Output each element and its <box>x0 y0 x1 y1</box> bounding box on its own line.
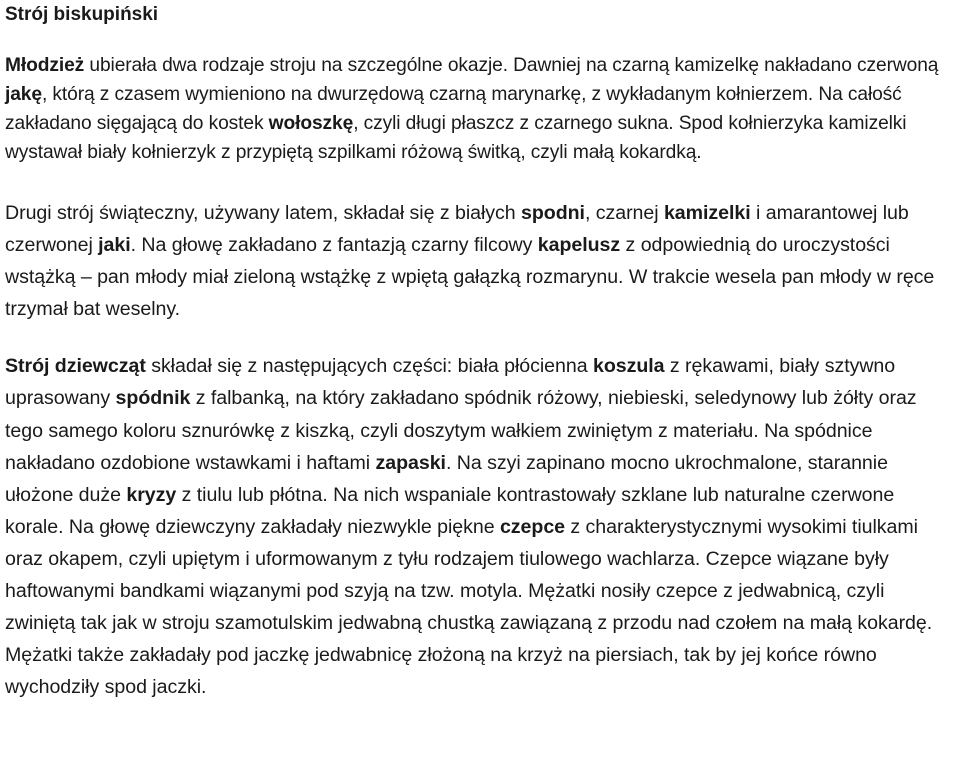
text-run: składał się z następujących części: biała płócienna <box>145 355 593 378</box>
text-run: z charakterystycznymi wysokimi tiulkami oraz okapem, czyli upiętym i uformowanym z tyłu rodzajem tiulowego wachlarza. Czepce wiązane były haftowanymi bandkami wiązanymi pod szyją na tzw. motyla. Mężatki nosiły czepce z jedwabnicą, czyli zwiniętą tak jak w stroju szamotulskim jedwabną chustką zawiązaną z przodu nad czołem na małą kokardę. Mężatki także zakładały pod jaczkę jedwabnicę złożoną na krzyż na piersiach, tak by jej końce równo wychodziły spod jaczki. <box>5 515 933 699</box>
text-run: z falbanką, na który zakładano spódnik różowy, niebieski, seledynowy lub żółty oraz tego samego koloru sznurówkę z kiszką, czyli doszytym wałkiem zwiniętym z materiału. Na spódnice nakładano ozdobione wstawkami i haftami <box>5 387 917 474</box>
text-run: z rękawami, biały sztywno uprasowany <box>5 355 896 410</box>
text-run: , czyli długi płaszcz z czarnego sukna. Spod kołnierzyka kamizelki wystawał biały kołnierzyk z przypiętą szpilkami różową świtką, czyli małą kokardką. <box>5 113 907 163</box>
bold-term: kryzy <box>126 483 177 506</box>
paragraph-summer-costume <box>5 197 953 325</box>
bold-term: spódnik <box>115 387 191 410</box>
paragraph-girls-costume <box>5 350 953 703</box>
bold-term: kapelusz <box>537 234 621 257</box>
bold-term: jakę <box>5 84 42 105</box>
text-run: z tiulu lub płótna. Na nich wspaniale kontrastowały szklane lub naturalne czerwone korale. Na głowę dziewczyny zakładały niezwykle piękne <box>5 483 895 538</box>
bold-term: Strój dziewcząt <box>5 355 146 378</box>
bold-term: jaki <box>98 234 131 257</box>
text-run: ubierała dwa rodzaje stroju na szczególne okazje. Dawniej na czarną kamizelkę nakładano czerwoną <box>84 55 939 76</box>
text-run: Drugi strój świąteczny, używany latem, składał się z białych <box>5 202 522 224</box>
document-title: Strój biskupiński <box>5 4 159 25</box>
bold-term: koszula <box>592 355 665 378</box>
bold-term: zapaski <box>375 451 446 474</box>
text-run: . Na głowę zakładano z fantazją czarny filcowy <box>130 234 538 257</box>
bold-term: spodni <box>521 202 585 224</box>
text-run: . Na szyi zapinano mocno ukrochmalone, starannie ułożone duże <box>5 451 888 506</box>
text-run: z odpowiednią do uroczystości wstążką – pan młody miał zieloną wstążkę z wpiętą gałązką rozmarynu. W trakcie wesela pan młody w ręce trzymał bat weselny. <box>5 234 935 321</box>
bold-term: kamizelki <box>663 202 751 224</box>
text-run: , którą z czasem wymieniono na dwurzędową czarną marynarkę, z wykładanym kołnierzem. Na całość zakładano sięgającą do kostek <box>5 84 902 134</box>
paragraph-youth-costume <box>5 51 953 167</box>
bold-term: czepce <box>499 515 566 538</box>
bold-term: wołoszkę <box>268 113 354 134</box>
document <box>5 0 953 703</box>
bold-term: Młodzież <box>5 55 85 76</box>
text-run: i amarantowej lub czerwonej <box>5 202 909 257</box>
text-run: , czarnej <box>584 202 664 224</box>
